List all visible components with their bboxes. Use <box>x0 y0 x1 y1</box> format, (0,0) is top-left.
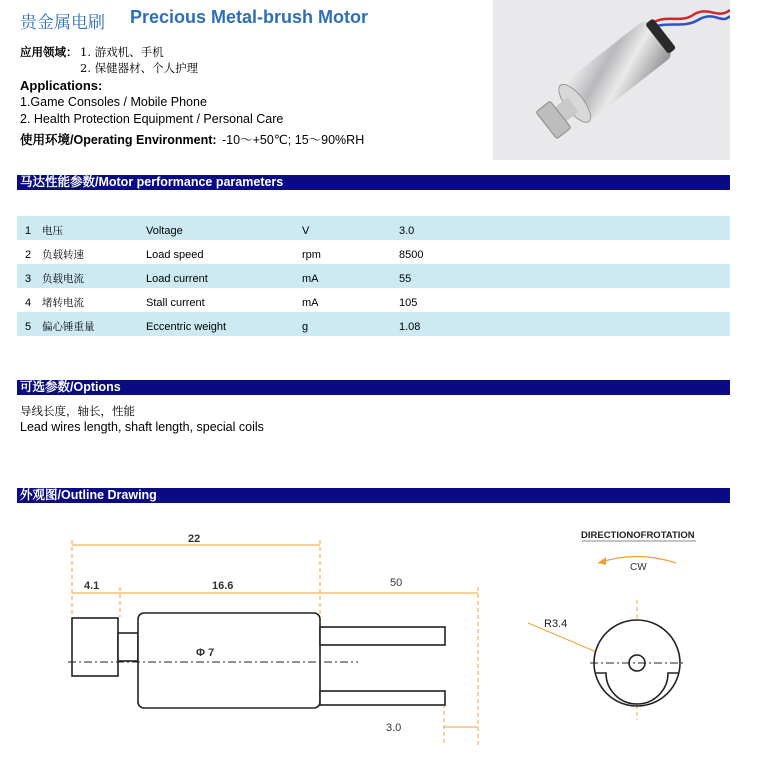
application-fields-label: 应用领域： <box>20 45 78 59</box>
dim-total-label: 22 <box>188 533 201 545</box>
row-name-cn: 负载电流 <box>42 273 84 285</box>
row-value: 3.0 <box>399 225 415 237</box>
row-name-cn: 负载转速 <box>42 249 84 261</box>
table-row <box>17 264 730 288</box>
radius-label: R3.4 <box>544 618 568 630</box>
title-english: Precious Metal-brush Motor <box>130 7 369 27</box>
row-number: 5 <box>25 321 32 333</box>
row-unit: rpm <box>302 249 321 261</box>
dim-body-label: 16.6 <box>212 580 234 592</box>
dim-wire-gap-label: 3.0 <box>386 722 402 734</box>
row-value: 55 <box>399 273 412 285</box>
row-name-en: Voltage <box>146 225 183 237</box>
application-field-1: 1. 游戏机、手机 <box>80 45 164 59</box>
row-name-cn: 电压 <box>42 225 63 237</box>
row-number: 1 <box>25 225 32 237</box>
row-unit: V <box>302 225 310 237</box>
performance-section-bar: 马达性能参数/Motor performance parameters <box>17 175 730 190</box>
outline-section-bar: 外观图/Outline Drawing <box>17 488 730 503</box>
row-name-en: Load speed <box>146 249 204 261</box>
row-unit: mA <box>302 273 319 285</box>
application-2: 2. Health Protection Equipment / Personal Care <box>20 112 284 126</box>
row-number: 3 <box>25 273 32 285</box>
outline-drawing <box>0 505 760 753</box>
row-name-cn: 堵转电流 <box>42 297 84 309</box>
row-name-cn: 偏心锤重量 <box>42 321 95 333</box>
applications-label: Applications: <box>20 78 103 93</box>
row-unit: mA <box>302 297 319 309</box>
options-cn: 导线长度，轴长，性能 <box>20 404 135 418</box>
row-name-en: Load current <box>146 273 208 285</box>
row-unit: g <box>302 321 309 333</box>
row-number: 2 <box>25 249 32 261</box>
product-photo <box>493 0 730 160</box>
table-row <box>17 240 730 264</box>
dim-diameter-label: Φ 7 <box>196 647 215 659</box>
row-name-en: Eccentric weight <box>146 321 227 333</box>
row-name-en: Stall current <box>146 297 205 309</box>
environment-value: -10～+50℃; 15～90%RH <box>222 133 365 147</box>
title-chinese: 贵金属电刷 <box>20 13 105 33</box>
dim-wire-label: 50 <box>390 577 403 589</box>
table-row <box>17 216 730 240</box>
environment-label: 使用环境/Operating Environment: <box>20 133 217 147</box>
performance-table <box>17 216 730 336</box>
row-number: 4 <box>25 297 32 309</box>
table-row <box>17 312 730 336</box>
options-section-bar: 可选参数/Options <box>17 380 730 395</box>
direction-label: DIRECTIONOFROTATION <box>581 530 695 541</box>
table-row <box>17 288 730 312</box>
row-value: 105 <box>399 297 418 309</box>
options-en: Lead wires length, shaft length, special coils <box>20 420 264 434</box>
row-value: 1.08 <box>399 321 421 333</box>
row-value: 8500 <box>399 249 424 261</box>
direction-value: CW <box>630 562 647 573</box>
application-field-2: 2. 保健器材、个人护理 <box>80 61 199 75</box>
application-1: 1.Game Consoles / Mobile Phone <box>20 95 207 109</box>
dim-weight-label: 4.1 <box>84 580 100 592</box>
